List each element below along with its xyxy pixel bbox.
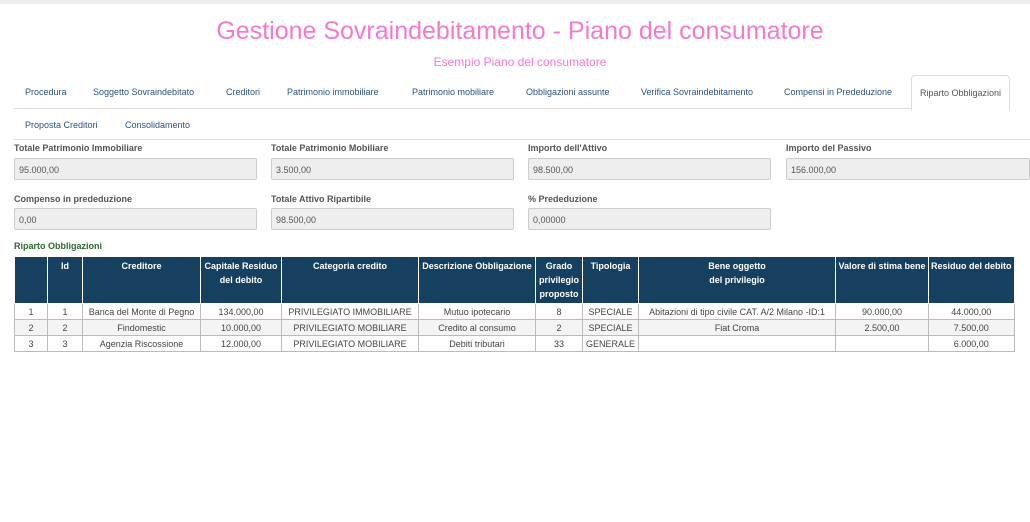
field-importo-passivo[interactable]: 156.000,00 xyxy=(786,158,1030,180)
cell-grado: 8 xyxy=(536,304,583,320)
cell-creditore: Banca del Monte di Pegno xyxy=(83,304,201,320)
col-header-bene-line2: del privilegio xyxy=(709,275,765,285)
label-totale-patrimonio-mobiliare: Totale Patrimonio Mobiliare xyxy=(271,143,389,153)
table-row[interactable] xyxy=(15,304,1015,320)
col-header-creditore: Creditore xyxy=(83,257,201,304)
col-header-id: Id xyxy=(48,257,83,304)
cell-grado: 33 xyxy=(536,336,583,352)
cell-bene xyxy=(639,336,836,352)
cell-categoria: PRIVILEGIATO MOBILIARE xyxy=(282,336,419,352)
cell-bene: Abitazioni di tipo civile CAT. A/2 Milano -ID:1 xyxy=(639,304,836,320)
label-perc-prededuzione: % Prededuzione xyxy=(528,194,598,204)
cell-valore-stima xyxy=(836,336,929,352)
cell-id: 3 xyxy=(48,336,83,352)
cell-num: 2 xyxy=(15,320,48,336)
cell-descrizione: Mutuo ipotecario xyxy=(419,304,536,320)
cell-id: 1 xyxy=(48,304,83,320)
tab-proposta-creditori[interactable]: Proposta Creditori xyxy=(25,120,98,130)
tab-obbligazioni-assunte[interactable]: Obbligazioni assunte xyxy=(526,87,610,97)
page-title: Gestione Sovraindebitamento - Piano del consumatore xyxy=(216,17,824,45)
tab-verifica-sovraindebitamento[interactable]: Verifica Sovraindebitamento xyxy=(641,87,754,97)
cell-grado: 2 xyxy=(536,320,583,336)
cell-descrizione: Debiti tributari xyxy=(419,336,536,352)
cell-tipologia: SPECIALE xyxy=(583,304,639,320)
cell-capitale: 10.000,00 xyxy=(201,320,282,336)
col-header-categoria: Categoria credito xyxy=(282,257,419,304)
col-header-grado xyxy=(536,257,583,304)
col-header-grado-line1: Grado xyxy=(545,261,573,271)
label-totale-attivo-ripartibile: Totale Attivo Ripartibile xyxy=(271,194,372,204)
col-header-tipologia: Tipologia xyxy=(583,257,639,304)
tab-procedura[interactable]: Procedura xyxy=(25,87,67,97)
col-header-bene-line1: Bene oggetto xyxy=(708,261,766,271)
tab-compensi-prededuzione[interactable]: Compensi in Prededuzione xyxy=(784,87,893,97)
tab-soggetto-sovraindebitato[interactable]: Soggetto Sovraindebitato xyxy=(93,87,195,97)
cell-capitale: 12.000,00 xyxy=(201,336,282,352)
field-perc-prededuzione[interactable]: 0,00000 xyxy=(528,208,771,230)
cell-valore-stima: 2.500,00 xyxy=(836,320,929,336)
cell-creditore: Findomestic xyxy=(83,320,201,336)
col-header-grado-line3: proposto xyxy=(539,289,579,299)
section-title-riparto: Riparto Obbligazioni xyxy=(14,241,102,251)
label-importo-attivo: Importo dell'Attivo xyxy=(528,143,608,153)
col-header-valore-stima: Valore di stima bene xyxy=(836,257,929,304)
tabs-divider-2 xyxy=(14,139,1030,140)
page-subtitle: Esempio Piano del consumatore xyxy=(433,55,607,69)
cell-bene: Fiat Croma xyxy=(639,320,836,336)
field-totale-attivo-ripartibile[interactable]: 98.500,00 xyxy=(271,208,514,230)
cell-residuo: 6.000,00 xyxy=(929,336,1015,352)
col-header-capitale-line1: Capitale Residuo xyxy=(204,261,278,271)
tab-patrimonio-mobiliare[interactable]: Patrimonio mobiliare xyxy=(412,87,495,97)
col-header-descrizione: Descrizione Obbligazione xyxy=(419,257,536,304)
col-header-capitale xyxy=(201,257,282,304)
cell-categoria: PRIVILEGIATO MOBILIARE xyxy=(282,320,419,336)
field-importo-attivo[interactable]: 98.500,00 xyxy=(528,158,771,180)
table-row[interactable] xyxy=(15,320,1015,336)
tab-riparto-obbligazioni[interactable]: Riparto Obbligazioni xyxy=(911,75,1010,111)
label-compenso-prededuzione: Compenso in prededuzione xyxy=(14,194,133,204)
cell-tipologia: SPECIALE xyxy=(583,320,639,336)
tab-consolidamento[interactable]: Consolidamento xyxy=(125,120,191,130)
cell-tipologia: GENERALE xyxy=(583,336,639,352)
cell-residuo: 7.500,00 xyxy=(929,320,1015,336)
col-header-bene xyxy=(639,257,836,304)
tab-creditori[interactable]: Creditori xyxy=(226,87,261,97)
cell-residuo: 44.000,00 xyxy=(929,304,1015,320)
table-row[interactable] xyxy=(15,336,1015,352)
cell-num: 1 xyxy=(15,304,48,320)
cell-capitale: 134.000,00 xyxy=(201,304,282,320)
table-header-row xyxy=(15,257,1015,304)
cell-categoria: PRIVILEGIATO IMMOBILIARE xyxy=(282,304,419,320)
field-compenso-prededuzione[interactable]: 0,00 xyxy=(14,208,257,230)
tab-patrimonio-immobiliare[interactable]: Patrimonio immobiliare xyxy=(287,87,379,97)
col-header-grado-line2: privilegio xyxy=(538,275,579,285)
cell-num: 3 xyxy=(15,336,48,352)
field-totale-patrimonio-mobiliare[interactable]: 3.500,00 xyxy=(271,158,514,180)
top-border xyxy=(0,0,1030,4)
label-importo-passivo: Importo del Passivo xyxy=(786,143,872,153)
label-totale-patrimonio-immobiliare: Totale Patrimonio Immobiliare xyxy=(14,143,143,153)
cell-descrizione: Credito al consumo xyxy=(419,320,536,336)
field-totale-patrimonio-immobiliare[interactable]: 95.000,00 xyxy=(14,158,257,180)
col-header-residuo: Residuo del debito xyxy=(929,257,1015,304)
cell-id: 2 xyxy=(48,320,83,336)
riparto-table xyxy=(14,256,1015,352)
col-header-capitale-line2: del debito xyxy=(219,275,263,285)
cell-creditore: Agenzia Riscossione xyxy=(83,336,201,352)
cell-valore-stima: 90.000,00 xyxy=(836,304,929,320)
col-header-num xyxy=(15,257,48,304)
